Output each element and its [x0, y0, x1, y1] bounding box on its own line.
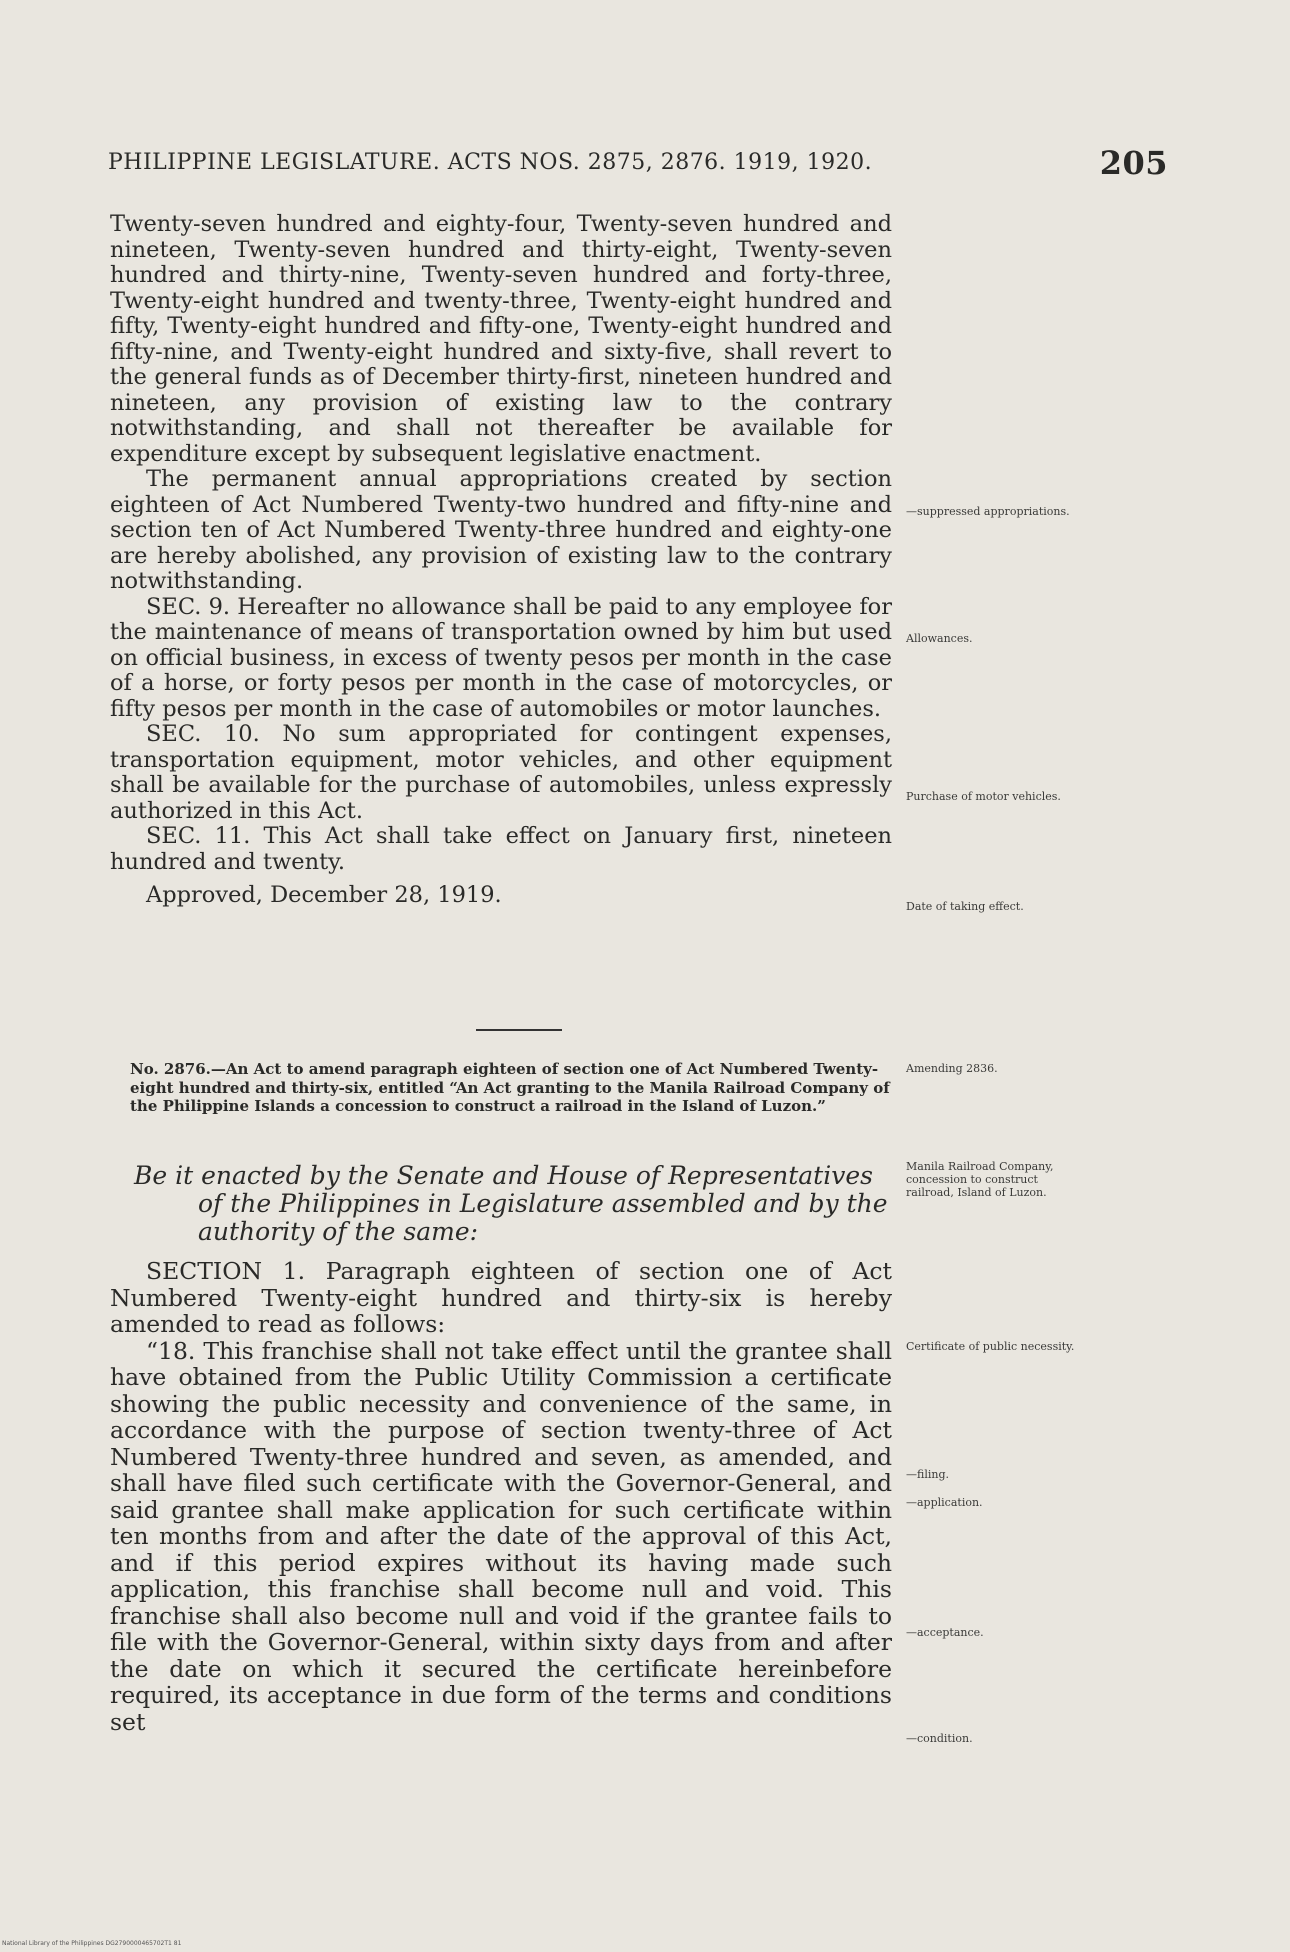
running-head [108, 144, 1168, 182]
margin-note-filing: —filing. [906, 1468, 949, 1481]
enacting-clause [134, 1162, 894, 1246]
margin-note-suppressed: —suppressed appropriations. [906, 505, 1070, 518]
paragraph-section-1: SECTION 1. Paragraph eighteen of section one of Act Numbered Twenty-eight hundred and thirty-six is hereby amended to read as follows: [110, 1257, 892, 1338]
margin-note-certificate: Certificate of public necessity. [906, 1340, 1075, 1353]
enacting-first-line: Be it enacted by the Senate and House of Representatives [134, 1161, 873, 1190]
body-upper [110, 212, 892, 909]
margin-note-application: —application. [906, 1496, 983, 1509]
margin-note-date: Date of taking effect. [906, 900, 1024, 913]
paragraph-sec-10: SEC. 10. No sum appropriated for contingent expenses, transportation equipment, motor vehicles, and other equipment shall be available for the purchase of automobiles, unless expressly authorized in this Act. [110, 721, 892, 824]
margin-note-allowances: Allowances. [906, 632, 973, 645]
running-title: PHILIPPINE LEGISLATURE. ACTS NOS. 2875, 2876. 1919, 1920. [108, 150, 873, 175]
paragraph-sec-11: SEC. 11. This Act shall take effect on January first, nineteen hundred and twenty. [110, 823, 892, 875]
enacting-continuation: of the Philippines in Legislature assembled and by the authority of the same: [198, 1189, 888, 1246]
scan-source-footer: National Library of the Philippines DG2790000465702T1 81 [2, 1940, 182, 1947]
margin-note-acceptance: —acceptance. [906, 1626, 984, 1639]
act-number: No. 2876.— [130, 1060, 226, 1078]
margin-note-manila: Manila Railroad Company, concession to construct railroad, Island of Luzon. [906, 1160, 1054, 1199]
section-divider [476, 1029, 562, 1031]
approval-date: Approved, December 28, 1919. [146, 882, 502, 908]
margin-note-condition: —condition. [906, 1732, 973, 1745]
paragraph-revert-funds: Twenty-seven hundred and eighty-four, Twenty-seven hundred and nineteen, Twenty-seven hundred and thirty-eight, Twenty-seven hundred and thirty-nine, Twenty-seven hundred and forty-three, Twenty-eight hundred and twenty-three, Twenty-eight hundred and fifty, Twenty-eight hundred and fifty-one, Twenty-eight hundred and fifty-nine, and Twenty-eight hundred and sixty-five, shall revert to the general funds as of December thirty-first, nineteen hundred and nineteen, any provision of existing law to the contrary notwithstanding, and shall not thereafter be available for expenditure except by subsequent legislative enactment. [110, 211, 892, 467]
page-number: 205 [1099, 144, 1168, 182]
body-lower [110, 1258, 892, 1735]
act-title: An Act to amend paragraph eighteen of section one of Act Numbered Twenty-eight hundred and thirty-six, entitled “An Act granting to the Manila Railroad Company of the Philippine Islands a concession to construct a railroad in the Island of Luzon.” [130, 1060, 890, 1115]
margin-note-amending: Amending 2836. [906, 1062, 998, 1075]
paragraph-18: “18. This franchise shall not take effect until the grantee shall have obtained from the Public Utility Commission a certificate showing the public necessity and convenience of the same, in accordance with the purpose of section twenty-three of Act Numbered Twenty-three hundred and seven, as amended, and shall have filed such certificate with the Governor-General, and said grantee shall make application for such certificate within ten months from and after the date of the approval of this Act, and if this period expires without its having made such application, this franchise shall become null and void. This franchise shall also become null and void if the grantee fails to file with the Governor-General, within sixty days from and after the date on which it secured the certificate hereinbefore required, its acceptance in due form of the terms and conditions set [110, 1336, 892, 1736]
margin-note-purchase: Purchase of motor vehicles. [906, 790, 1061, 803]
act-2876-caption [130, 1060, 892, 1116]
paragraph-sec-9: SEC. 9. Hereafter no allowance shall be paid to any employee for the maintenance of means of transportation owned by him but used on official business, in excess of twenty pesos per month in the case of a horse, or forty pesos per month in the case of motorcycles, or fifty pesos per month in the case of automobiles or motor launches. [110, 593, 892, 722]
paragraph-permanent-appropriations: The permanent annual appropriations created by section eighteen of Act Numbered Twenty-two hundred and fifty-nine and section ten of Act Numbered Twenty-three hundred and eighty-one are hereby abolished, any provision of existing law to the contrary notwithstanding. [110, 466, 892, 594]
